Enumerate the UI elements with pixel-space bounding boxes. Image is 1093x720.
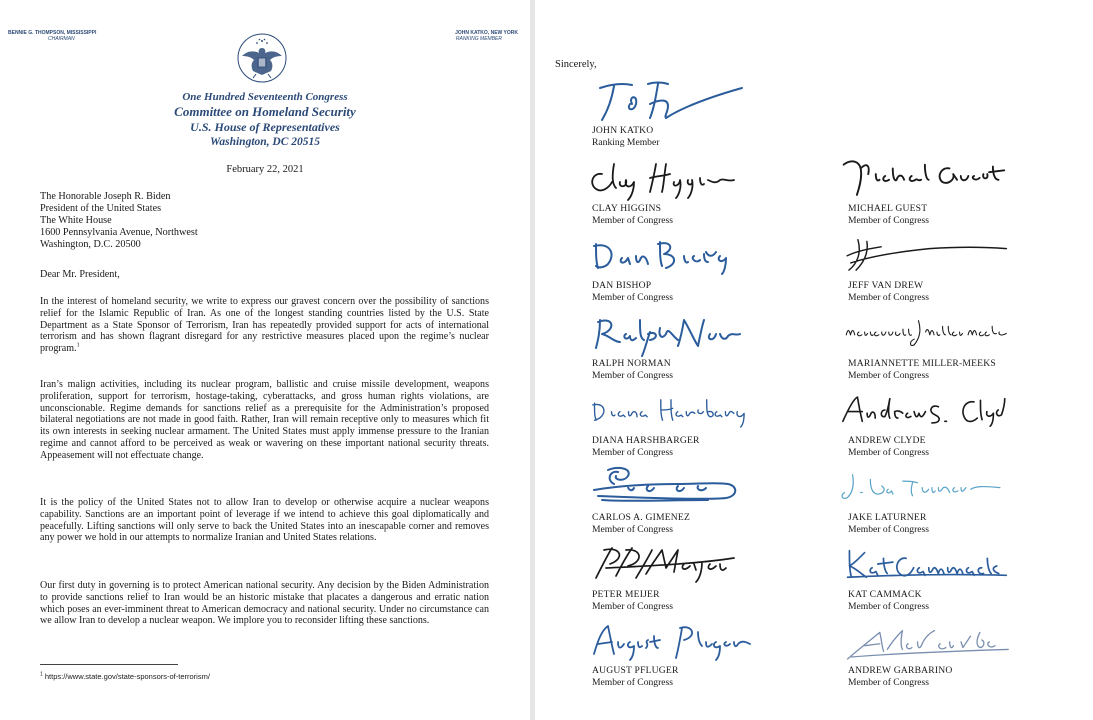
signer-name: PETER MEIJER [592, 589, 660, 600]
signer-name: JOHN KATKO [592, 125, 654, 136]
footnote-number: 1 [40, 671, 43, 678]
address-line: The Honorable Joseph R. Biden [40, 191, 171, 202]
ranking-member-title: RANKING MEMBER [455, 36, 502, 42]
signature-norman [586, 306, 756, 358]
signature-laturner [838, 460, 1008, 512]
signer-role: Member of Congress [848, 601, 929, 612]
signer-role: Member of Congress [848, 292, 929, 303]
signature-pfluger [586, 614, 756, 666]
signature-bishop [586, 228, 756, 280]
signer-role: Member of Congress [592, 447, 673, 458]
signer-role: Member of Congress [592, 524, 673, 535]
signer-role: Member of Congress [592, 292, 673, 303]
signer-role: Member of Congress [592, 677, 673, 688]
address-line: 1600 Pennsylvania Avenue, Northwest [40, 227, 198, 238]
congress-line: One Hundred Seventeenth Congress [182, 91, 348, 103]
address-line: Washington, D.C. 20500 [40, 239, 141, 250]
footnote-reference: 1 [76, 342, 80, 349]
signature-garbarino [842, 614, 1012, 666]
committee-line: Committee on Homeland Security [174, 104, 356, 119]
footnote [40, 672, 210, 681]
signature-higgins [584, 152, 754, 204]
address-line: President of the United States [40, 203, 162, 214]
signer-name: JEFF VAN DREW [848, 280, 924, 291]
signer-role: Member of Congress [848, 215, 929, 226]
recipient-address [40, 191, 198, 251]
signer-name: AUGUST PFLUGER [592, 665, 679, 676]
signature-clyde [838, 384, 1008, 436]
page-divider [530, 0, 535, 720]
signature-gimenez [588, 460, 758, 512]
signature-harshbarger [586, 384, 756, 436]
salutation: Dear Mr. President, [40, 269, 120, 280]
signature-katko [592, 74, 762, 126]
house-line: U.S. House of Representatives [190, 120, 340, 134]
paragraph-text: In the interest of homeland security, we write to express our gravest concern over the possibility of sanctions relief for the Islamic Republic of Iran. As one of the longest standing countries listed by the U.S. State Department as a State Sponsor of Terrorism, Iran has repeatedly provided support for acts of international terrorism and has shown flagrant disregard for any restrictive measures placed upon the regime’s nuclear program. [40, 296, 489, 355]
chairman-block [8, 30, 96, 42]
body-paragraph [40, 296, 489, 355]
masthead [0, 90, 530, 150]
signer-name: KAT CAMMACK [848, 589, 922, 600]
signer-role: Member of Congress [848, 524, 929, 535]
signer-name: MICHAEL GUEST [848, 203, 928, 214]
signer-role: Member of Congress [848, 447, 929, 458]
signer-name: JAKE LATURNER [848, 512, 927, 523]
signer-name: CLAY HIGGINS [592, 203, 662, 214]
signer-name: CARLOS A. GIMENEZ [592, 512, 691, 523]
signer-role: Member of Congress [592, 215, 673, 226]
signature-meijer [586, 538, 756, 590]
footnote-divider [40, 664, 178, 665]
signer-name: DAN BISHOP [592, 280, 652, 291]
ranking-member-block [455, 30, 518, 42]
signer-role: Ranking Member [592, 137, 660, 148]
closing: Sincerely, [555, 59, 597, 70]
signer-name: DIANA HARSHBARGER [592, 435, 700, 446]
signature-cammack [840, 538, 1010, 590]
signer-name: MARIANNETTE MILLER-MEEKS [848, 358, 996, 369]
house-seal-icon [236, 32, 288, 84]
footnote-link[interactable]: https://www.state.gov/state-sponsors-of-terrorism/ [44, 672, 210, 681]
signer-name: ANDREW GARBARINO [848, 665, 953, 676]
signature-guest [838, 150, 1008, 202]
ranking-member-name: JOHN KATKO, NEW YORK [455, 30, 518, 36]
city-line: Washington, DC 20515 [209, 136, 321, 148]
signer-name: ANDREW CLYDE [848, 435, 926, 446]
signer-role: Member of Congress [848, 370, 929, 381]
body-paragraph: Our first duty in governing is to protect American national security. Any decision by the Biden Administration to provide sanctions relief to Iran would be an historic mistake that placates a dangerous and erratic nation which poses an ever-imminent threat to American democracy and national security. Under no circumstance can we allow Iran to develop a nuclear weapon. We implore you to reconsider lifting these sanctions. [40, 580, 489, 627]
signature-miller-meeks [842, 306, 1012, 358]
signer-role: Member of Congress [848, 677, 929, 688]
signer-role: Member of Congress [592, 370, 673, 381]
signature-van-drew [840, 228, 1010, 280]
chairman-name: BENNIE G. THOMPSON, MISSISSIPPI [8, 30, 97, 36]
body-paragraph: It is the policy of the United States not to allow Iran to develop or otherwise acquire a nuclear weapons capability. Sanctions are an important point of leverage if we intend to achieve this goal diplomatically and peacefully. Lifting sanctions will only serve to back the United States into an inescapable corner and removes any power we hold in our attempts to normalize Iranian and United States relations. [40, 497, 489, 544]
signer-name: RALPH NORMAN [592, 358, 671, 369]
letter-date: February 22, 2021 [226, 164, 304, 175]
letter-page [0, 0, 530, 720]
signer-role: Member of Congress [592, 601, 673, 612]
body-paragraph: Iran’s malign activities, including its nuclear program, ballistic and cruise missile development, weapons proliferation, support for terrorism, hostage-taking, cyberattacks, and gross human rights violations, are unconscionable. Regime demands for sanctions relief as a prerequisite for the Administration’s proposed bilateral negotiations are not made in good faith. Rather, Iran will remain receptive only to measures which fit its own interests in seeking nuclear armament. The United States must apply immense pressure to the Iranian regime and cannot afford to be perceived as weak or wavering on these important national security threats. Appeasement will not effectuate change. [40, 379, 489, 461]
address-line: The White House [40, 215, 112, 226]
chairman-title: CHAIRMAN [48, 36, 75, 42]
